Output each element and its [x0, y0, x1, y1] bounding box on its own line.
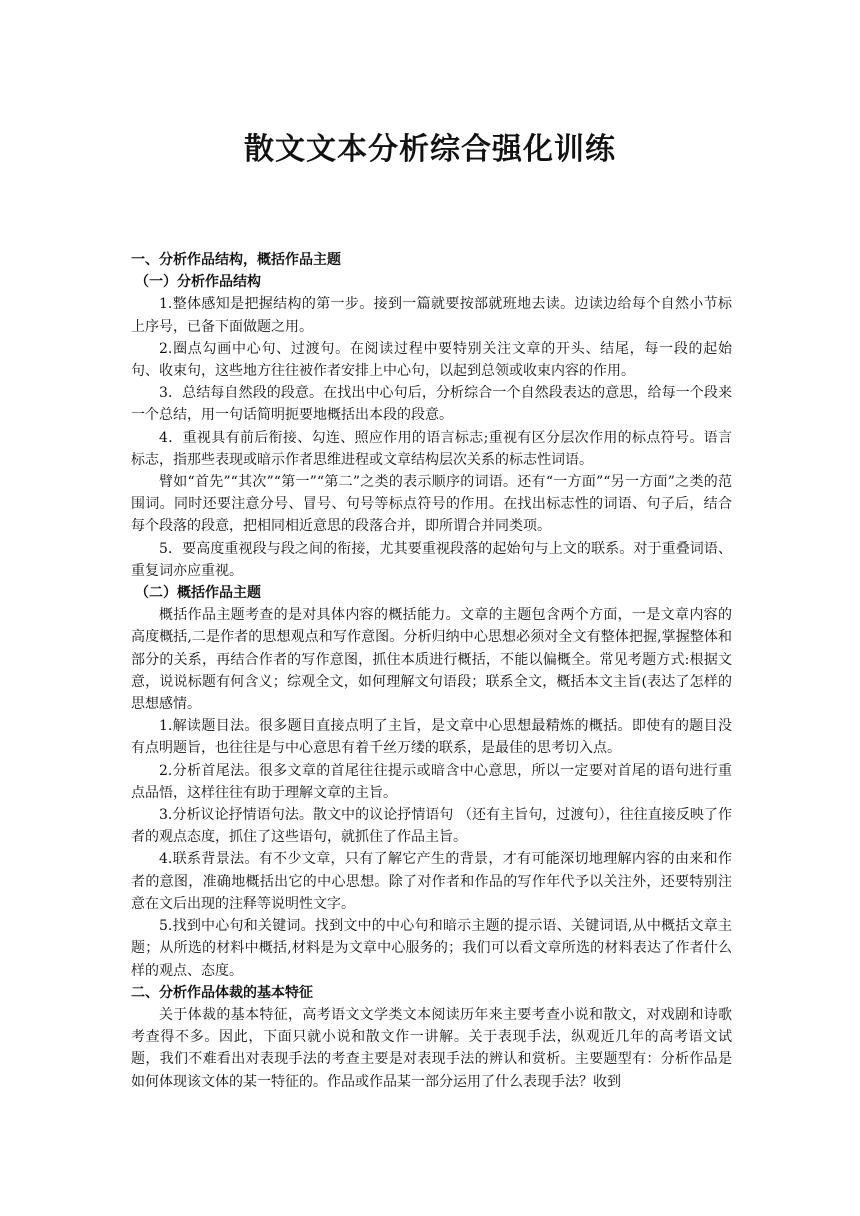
paragraph: 5．要高度重视段与段之间的衔接，尤其要重视段落的起始句与上文的联系。对于重叠词语、重复词亦应重视。: [131, 540, 732, 579]
paragraph: 关于体裁的基本特征，高考语文文学类文本阅读历年来主要考查小说和散文，对戏剧和诗歌考查得不多。因此，下面只就小说和散文作一讲解。关于表现手法，纵观近几年的高考语文试题，我们不难看出对表现手法的考查主要是对表现手法的辨认和赏析。主要题型有：分析作品是如何体现该文体的某一特征的。作品或作品某一部分运用了什么表现手法？收到: [131, 1006, 732, 1090]
subsection-heading-1-1: （一）分析作品结构: [135, 274, 261, 291]
section-heading-2: 二、分析作品体裁的基本特征: [131, 984, 313, 1001]
paragraph: 3．总结每自然段的段意。在找出中心句后，分析综合一个自然段表达的意思，给每一个段来一个总结，用一句话简明扼要地概括出本段的段意。: [131, 385, 732, 424]
paragraph: 1.整体感知是把握结构的第一步。接到一篇就要按部就班地去读。边读边给每个自然小节标上序号，已备下面做题之用。: [131, 296, 732, 335]
paragraph: 4.联系背景法。有不少文章，只有了解它产生的背景，才有可能深切地理解内容的由来和作者的意图，准确地概括出它的中心思想。除了对作者和作品的写作年代予以关注外，还要特别注意在文后出现的注释等说明性文字。: [131, 851, 732, 912]
paragraph: 概括作品主题考查的是对具体内容的概括能力。文章的主题包含两个方面，一是文章内容的高度概括,二是作者的思想观点和写作意图。分析归纳中心思想必须对全文有整体把握,掌握整体和部分的关系，再结合作者的写作意图，抓住本质进行概括，不能以偏概全。常见考题方式:根据文意，说说标题有何含义；综观全文，如何理解文句语段；联系全文，概括本文主旨(表达了怎样的思想感情。: [131, 607, 732, 713]
paragraph: 4．重视具有前后衔接、勾连、照应作用的语言标志;重视有区分层次作用的标点符号。语言标志，指那些表现或暗示作者思维进程或文章结构层次关系的标志性词语。: [131, 429, 732, 468]
paragraph: 3.分析议论抒情语句法。散文中的议论抒情语句 （还有主旨句，过渡句），往往直接反映了作者的观点态度，抓住了这些语句，就抓住了作品主旨。: [131, 807, 732, 846]
paragraph: 臂如“首先”“其次”“第一”“第二”之类的表示顺序的词语。还有“一方面”“另一方面”之类的范围词。同时还要注意分号、冒号、句号等标点符号的作用。在找出标志性的词语、句子后，结合每个段落的段意，把相同相近意思的段落合并，即所谓合并同类项。: [131, 474, 732, 535]
subsection-heading-1-2: （二）概括作品主题: [135, 585, 261, 602]
paragraph: 1.解读题目法。很多题目直接点明了主旨，是文章中心思想最精炼的概括。即使有的题目没有点明题旨，也往往是与中心意思有着千丝万缕的联系，是最佳的思考切入点。: [131, 718, 732, 757]
paragraph: 2.圈点勾画中心句、过渡句。在阅读过程中要特别关注文章的开头、结尾，每一段的起始句、收束句，这些地方往往被作者安排上中心句，以起到总领或收束内容的作用。: [131, 340, 732, 380]
document-title: 散文文本分析综合强化训练: [244, 132, 616, 167]
document-body: [131, 249, 732, 1093]
section-heading-1: 一、分析作品结构，概括作品主题: [131, 252, 341, 268]
paragraph: 2.分析首尾法。很多文章的首尾往往提示或暗含中心意思，所以一定要对首尾的语句进行重点品悟，这样往往有助于理解文章的主旨。: [131, 762, 732, 801]
paragraph: 5.找到中心句和关键词。找到文中的中心句和暗示主题的提示语、关键词语,从中概括文章主题；从所选的材料中概括,材料是为文章中心服务的；我们可以看文章所选的材料表达了作者什么样的观点、态度。: [131, 918, 732, 979]
